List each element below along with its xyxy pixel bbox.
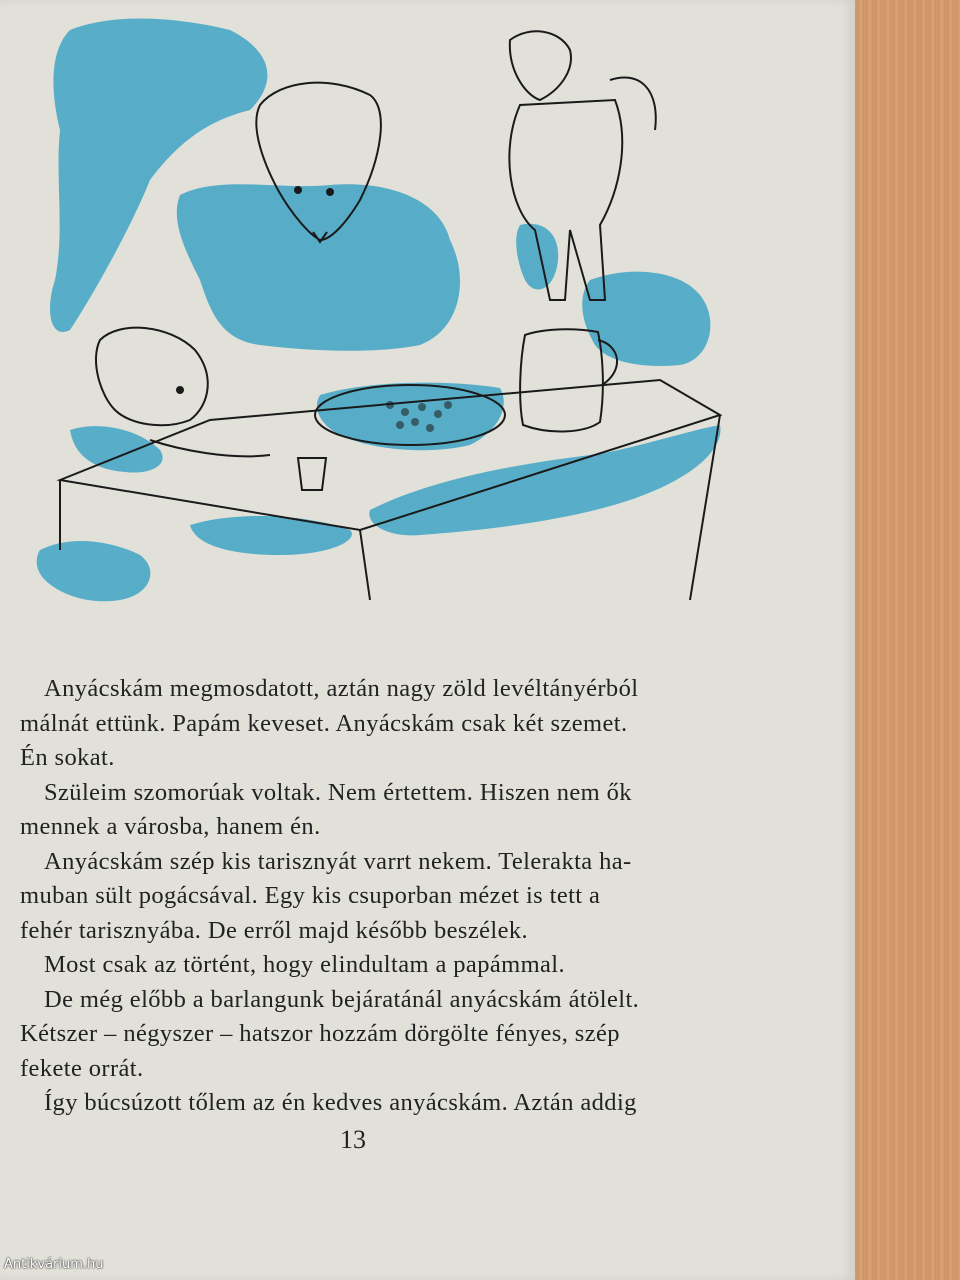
text-line: Szüleim szomorúak voltak. Nem értettem. Hiszen nem ők bbox=[44, 778, 632, 806]
paragraph bbox=[20, 672, 710, 776]
text-line: Anyácskám szép kis tarisznyát varrt nekem. Telerakta ha- bbox=[44, 847, 632, 875]
paragraph bbox=[20, 1086, 710, 1121]
text-line: De még előbb a barlangunk bejáratánál anyácskám átölelt. bbox=[44, 985, 640, 1013]
story-text bbox=[20, 672, 710, 1121]
text-line: muban sült pogácsával. Egy kis csuporban mézet is tett a bbox=[20, 882, 601, 909]
text-line: Kétszer – négyszer – hatszor hozzám dörgölte fényes, szép bbox=[20, 1020, 620, 1047]
paragraph bbox=[20, 845, 710, 949]
watermark: Antikvárium.hu bbox=[4, 1257, 104, 1272]
text-line: Én sokat. bbox=[20, 744, 115, 771]
text-line: Anyácskám megmosdatott, aztán nagy zöld levéltányérból bbox=[44, 675, 639, 702]
paragraph bbox=[20, 983, 710, 1087]
text-line: fekete orrát. bbox=[20, 1054, 144, 1082]
text-line: mennek a városba, hanem én. bbox=[20, 813, 321, 840]
book-spine-background bbox=[855, 0, 960, 1280]
text-line: fehér tarisznyába. De erről majd később beszélek. bbox=[20, 916, 529, 944]
paragraph bbox=[20, 948, 710, 983]
text-line: Így búcsúzott tőlem az én kedves anyácskám. Aztán addig bbox=[44, 1089, 637, 1116]
text-line: Most csak az történt, hogy elindultam a papámmal. bbox=[44, 951, 566, 978]
hedgehog-family-illustration bbox=[30, 10, 760, 625]
text-line: málnát ettünk. Papám keveset. Anyácskám csak két szemet. bbox=[20, 709, 628, 737]
page-number: 13 bbox=[340, 1125, 366, 1154]
paragraph bbox=[20, 776, 710, 845]
